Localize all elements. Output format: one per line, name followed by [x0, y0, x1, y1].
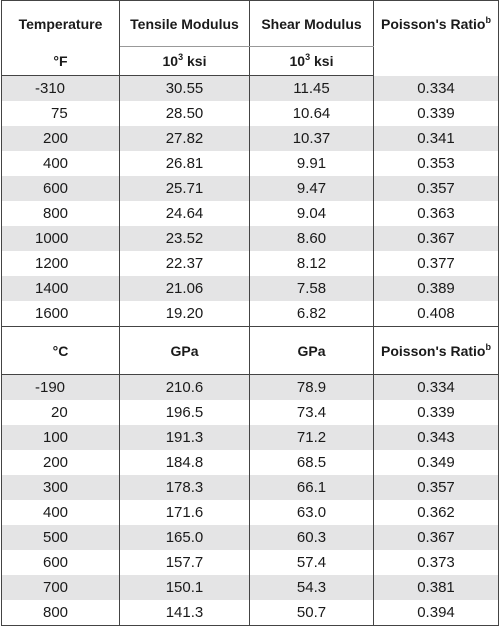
header-row-c	[2, 327, 499, 375]
table-row	[2, 276, 499, 301]
table-row	[2, 126, 499, 151]
poisson-ratio-cell: 0.381	[374, 575, 499, 600]
temperature-cell: 500	[2, 525, 120, 550]
poisson-ratio-cell: 0.334	[374, 76, 499, 102]
shear-unit-base: 10	[289, 53, 306, 69]
tensile-modulus-cell: 21.06	[120, 276, 250, 301]
temperature-cell: 400	[2, 151, 120, 176]
shear-modulus-cell: 60.3	[250, 525, 374, 550]
temperature-cell: 800	[2, 600, 120, 626]
shear-modulus-cell: 78.9	[250, 375, 374, 401]
tensile-modulus-cell: 184.8	[120, 450, 250, 475]
shear-modulus-cell: 63.0	[250, 500, 374, 525]
celsius-header-section	[2, 327, 499, 375]
poisson-ratio-cell: 0.367	[374, 525, 499, 550]
poisson-ratio-footnote-c: b	[485, 341, 491, 352]
poisson-ratio-cell: 0.349	[374, 450, 499, 475]
table-row	[2, 176, 499, 201]
temperature-cell: 600	[2, 550, 120, 575]
table-row	[2, 101, 499, 126]
poisson-ratio-cell: 0.367	[374, 226, 499, 251]
tensile-unit-f	[120, 47, 250, 76]
tensile-unit-c: GPa	[120, 327, 250, 375]
table-row	[2, 600, 499, 626]
tensile-modulus-cell: 196.5	[120, 400, 250, 425]
temperature-cell: 1600	[2, 301, 120, 327]
temperature-cell: -310	[2, 76, 120, 102]
temperature-cell: 100	[2, 425, 120, 450]
shear-modulus-header: Shear Modulus	[250, 1, 374, 47]
poisson-ratio-cell: 0.343	[374, 425, 499, 450]
shear-modulus-cell: 54.3	[250, 575, 374, 600]
temperature-cell: 200	[2, 126, 120, 151]
shear-modulus-cell: 68.5	[250, 450, 374, 475]
shear-modulus-cell: 9.04	[250, 201, 374, 226]
poisson-ratio-cell: 0.362	[374, 500, 499, 525]
properties-table	[1, 0, 499, 626]
shear-unit-f	[250, 47, 374, 76]
poisson-ratio-header-f	[374, 1, 499, 76]
tensile-modulus-cell: 26.81	[120, 151, 250, 176]
table-row	[2, 575, 499, 600]
tensile-modulus-cell: 24.64	[120, 201, 250, 226]
tensile-modulus-cell: 30.55	[120, 76, 250, 102]
shear-unit-suffix: ksi	[310, 53, 334, 69]
tensile-modulus-cell: 23.52	[120, 226, 250, 251]
poisson-ratio-cell: 0.334	[374, 375, 499, 401]
temperature-cell: 1400	[2, 276, 120, 301]
table-row	[2, 450, 499, 475]
poisson-ratio-text-f: Poisson's Ratio	[381, 16, 486, 32]
shear-modulus-cell: 10.64	[250, 101, 374, 126]
tensile-unit-suffix: ksi	[183, 53, 207, 69]
poisson-ratio-cell: 0.408	[374, 301, 499, 327]
temp-unit-f: °F	[2, 47, 120, 76]
tensile-modulus-cell: 191.3	[120, 425, 250, 450]
shear-unit-c: GPa	[250, 327, 374, 375]
shear-modulus-cell: 6.82	[250, 301, 374, 327]
poisson-ratio-cell: 0.357	[374, 475, 499, 500]
poisson-ratio-cell: 0.357	[374, 176, 499, 201]
table-row	[2, 201, 499, 226]
shear-modulus-cell: 8.12	[250, 251, 374, 276]
poisson-ratio-header-c	[374, 327, 499, 375]
temperature-cell: -190	[2, 375, 120, 401]
poisson-ratio-cell: 0.363	[374, 201, 499, 226]
tensile-unit-base: 10	[162, 53, 179, 69]
shear-modulus-cell: 57.4	[250, 550, 374, 575]
poisson-ratio-cell: 0.377	[374, 251, 499, 276]
tensile-modulus-cell: 171.6	[120, 500, 250, 525]
tensile-modulus-header: Tensile Modulus	[120, 1, 250, 47]
table-row	[2, 375, 499, 401]
shear-modulus-cell: 7.58	[250, 276, 374, 301]
temperature-cell: 800	[2, 201, 120, 226]
temperature-header: Temperature	[2, 1, 120, 47]
poisson-ratio-cell: 0.339	[374, 400, 499, 425]
header-row-f-labels	[2, 1, 499, 47]
shear-modulus-cell: 50.7	[250, 600, 374, 626]
table-row	[2, 475, 499, 500]
tensile-modulus-cell: 22.37	[120, 251, 250, 276]
poisson-ratio-cell: 0.389	[374, 276, 499, 301]
tensile-modulus-cell: 28.50	[120, 101, 250, 126]
poisson-ratio-cell: 0.353	[374, 151, 499, 176]
table-row	[2, 151, 499, 176]
tensile-modulus-cell: 141.3	[120, 600, 250, 626]
fahrenheit-rows	[2, 76, 499, 327]
table-row	[2, 525, 499, 550]
shear-modulus-cell: 9.91	[250, 151, 374, 176]
tensile-modulus-cell: 150.1	[120, 575, 250, 600]
tensile-modulus-cell: 165.0	[120, 525, 250, 550]
temperature-cell: 600	[2, 176, 120, 201]
tensile-modulus-cell: 25.71	[120, 176, 250, 201]
temperature-cell: 20	[2, 400, 120, 425]
temperature-cell: 1000	[2, 226, 120, 251]
table-row	[2, 301, 499, 327]
shear-modulus-cell: 11.45	[250, 76, 374, 102]
shear-modulus-cell: 66.1	[250, 475, 374, 500]
tensile-modulus-cell: 210.6	[120, 375, 250, 401]
temperature-cell: 1200	[2, 251, 120, 276]
temperature-cell: 300	[2, 475, 120, 500]
shear-modulus-cell: 73.4	[250, 400, 374, 425]
poisson-ratio-cell: 0.394	[374, 600, 499, 626]
table-row	[2, 251, 499, 276]
shear-modulus-cell: 10.37	[250, 126, 374, 151]
table-row	[2, 425, 499, 450]
tensile-modulus-cell: 19.20	[120, 301, 250, 327]
temp-unit-c: °C	[2, 327, 120, 375]
celsius-rows	[2, 375, 499, 626]
tensile-modulus-cell: 178.3	[120, 475, 250, 500]
shear-modulus-cell: 9.47	[250, 176, 374, 201]
table-row	[2, 500, 499, 525]
tensile-unit-exp: 3	[178, 52, 184, 62]
shear-unit-exp: 3	[305, 52, 311, 62]
tensile-modulus-cell: 157.7	[120, 550, 250, 575]
poisson-ratio-footnote-f: b	[485, 15, 491, 25]
tensile-modulus-cell: 27.82	[120, 126, 250, 151]
table-row	[2, 226, 499, 251]
poisson-ratio-cell: 0.373	[374, 550, 499, 575]
shear-modulus-cell: 71.2	[250, 425, 374, 450]
poisson-ratio-text-c: Poisson's Ratio	[381, 342, 486, 359]
temperature-cell: 200	[2, 450, 120, 475]
table-row	[2, 550, 499, 575]
poisson-ratio-cell: 0.341	[374, 126, 499, 151]
shear-modulus-cell: 8.60	[250, 226, 374, 251]
table-row	[2, 76, 499, 102]
temperature-cell: 75	[2, 101, 120, 126]
temperature-cell: 400	[2, 500, 120, 525]
table-row	[2, 400, 499, 425]
poisson-ratio-cell: 0.339	[374, 101, 499, 126]
temperature-cell: 700	[2, 575, 120, 600]
